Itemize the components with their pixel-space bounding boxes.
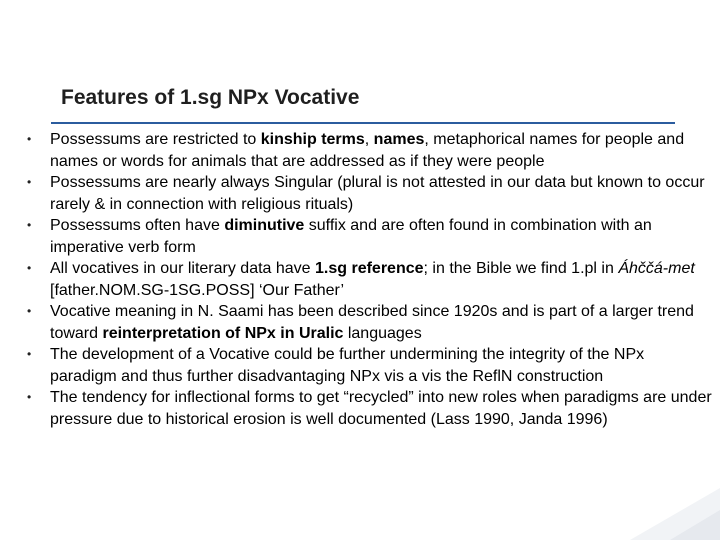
bullet-text: [father.NOM.SG-1SG.POSS] ‘Our Father’ <box>50 281 345 299</box>
bullet-text: , <box>364 131 374 148</box>
title-underline <box>51 122 675 124</box>
bullet-text: The tendency for inflectional forms to get “recycled” into new roles when paradigms are under pressure due to historical erosion is well documented (Lass 1990, Janda 1996) <box>50 389 712 428</box>
bullet-dot: • <box>27 390 32 404</box>
bullet-list <box>25 129 713 430</box>
bullet-item <box>25 129 713 172</box>
italic-text: Áhččá-met <box>618 260 695 277</box>
bullet-text: Possessums are restricted to <box>50 131 261 148</box>
bold-text: kinship terms <box>260 131 365 148</box>
bullet-text: , metaphorical names for people and names or words for animals that are addressed as if they were people <box>50 131 685 170</box>
bullet-item <box>25 172 713 215</box>
bullet-text: Vocative meaning in N. Saami has been described since 1920s and is part of a larger trend toward <box>50 303 694 342</box>
bold-text: 1.sg reference <box>315 260 424 277</box>
bullet-dot: • <box>27 218 32 232</box>
bullet-item <box>25 301 713 344</box>
bold-text: diminutive <box>224 217 305 234</box>
corner-decoration <box>600 480 720 540</box>
bullet-text: suffix and are often found in combination with an imperative verb form <box>50 217 652 256</box>
bullet-item <box>25 258 713 301</box>
bullet-text: All vocatives in our literary data have <box>50 260 316 277</box>
bullet-dot: • <box>27 132 32 146</box>
bullet-text: Possessums are nearly always Singular (plural is not attested in our data but known to occur rarely & in connection with religious rituals) <box>50 174 705 213</box>
bullet-text: languages <box>343 324 422 342</box>
bullet-item <box>25 387 713 430</box>
bullet-text: ; in the Bible we find 1.pl in <box>423 260 619 277</box>
bullet-text: Possessums often have <box>50 217 225 234</box>
slide-title: Features of 1.sg NPx Vocative <box>61 86 360 109</box>
bullet-dot: • <box>27 175 32 189</box>
bold-text: names <box>373 131 425 148</box>
bold-text: reinterpretation of NPx in Uralic <box>102 324 344 342</box>
bullet-item <box>25 215 713 258</box>
bullet-dot: • <box>27 347 32 361</box>
bullet-text: The development of a Vocative could be further undermining the integrity of the NPx paradigm and thus further disadvantaging NPx vis a vis the ReflN construction <box>50 346 645 385</box>
bullet-item <box>25 344 713 387</box>
bullet-dot: • <box>27 304 32 318</box>
bullet-dot: • <box>27 261 32 275</box>
